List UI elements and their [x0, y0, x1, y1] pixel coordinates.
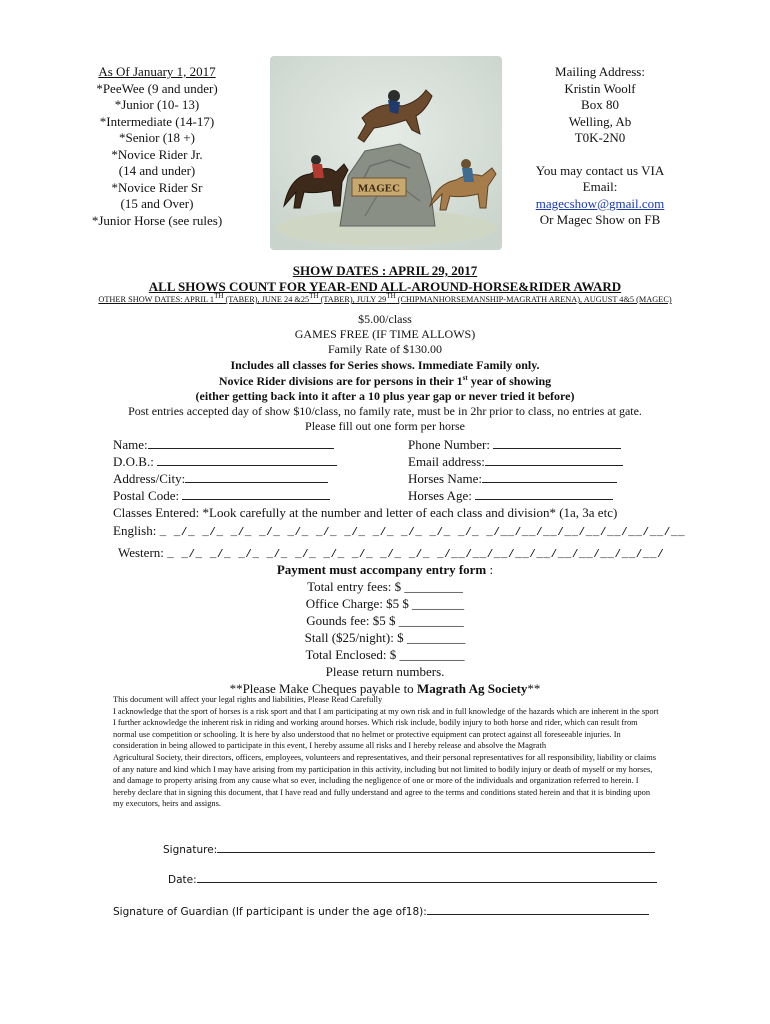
division-item: (15 and Over) [120, 196, 194, 211]
signature-line[interactable]: Signature: [163, 840, 655, 856]
classes-entered-label: Classes Entered: *Look carefully at the number and letter of each class and division* (1a, 3a etc) [113, 505, 618, 520]
po-box: Box 80 [581, 97, 619, 112]
contact-name: Kristin Woolf [564, 80, 636, 96]
magec-logo [270, 56, 502, 250]
contact-via: You may contact us VIA [535, 162, 665, 178]
logo-sign-text: MAGEC [357, 182, 401, 195]
email-link[interactable]: magecshow@gmail.com [535, 195, 665, 211]
return-numbers-note: Please return numbers. [325, 664, 445, 679]
postal-code-field[interactable]: Postal Code: [113, 487, 330, 504]
as-of-date: As Of January 1, 2017 [98, 64, 216, 79]
email-label: Email: [582, 179, 618, 194]
mailing-address-block [520, 64, 680, 229]
either-note: (either getting back into it after a 10 plus year gap or never tried it before) [195, 389, 575, 403]
address-field[interactable]: Address/City: [113, 470, 328, 487]
division-item: *Intermediate (14-17) [99, 113, 215, 129]
english-classes-field[interactable]: English: _ _/_ _/_ _/_ _/_ _/_ _/_ _/_ _/_ _/_ _/_ _/_ _/__/__/__/__/__/__/__/__/__ [113, 523, 686, 539]
other-show-dates: OTHER SHOW DATES: APRIL 1TH (TABER), JUNE 24 &25TH (TABER), JULY 29TH (CHIPMANHORSEMANSHIP-MAGRATH ARENA), AUGUST 4&5 (MAGEC) [98, 292, 672, 304]
divisions-list [72, 64, 242, 229]
western-classes-field[interactable]: Western: _ _/_ _/_ _/_ _/_ _/_ _/_ _/_ _/_ _/_ _/__/__/__/__/__/__/__/__/__/__/ [118, 545, 665, 561]
city: Welling, Ab [568, 113, 632, 129]
total-enclosed[interactable]: Total Enclosed: $ __________ [305, 647, 465, 662]
payment-heading: Payment must accompany entry form : [276, 562, 494, 577]
mailing-label: Mailing Address: [555, 64, 645, 79]
division-item: *Senior (18 +) [119, 130, 195, 145]
guardian-signature-line[interactable]: Signature of Guardian (If participant is under the age of18): [113, 902, 649, 918]
dob-field[interactable]: D.O.B.: [113, 453, 337, 470]
family-rate: Family Rate of $130.00 [328, 342, 442, 356]
horses-name-field[interactable]: Horses Name: [408, 470, 617, 487]
phone-field[interactable]: Phone Number: [408, 436, 621, 453]
division-item: *Junior (10- 13) [114, 97, 200, 112]
name-field[interactable]: Name: [113, 436, 334, 453]
stall-fee[interactable]: Stall ($25/night): $ _________ [304, 630, 466, 645]
waiver-paragraph: I acknowledge that the sport of horses is a risk sport and that I am participating at my own risk and in full knowledge of the hazards which are inherent in the sport I further acknowledge the inherent risk in riding and working around horses. Which risk include, bodily injury to both horse and rider, which can result from normal use competition or schooling. It is here by also understood that no helmet or protective equipment can protect against all foreseeable injuries. In consideration in being allowed to participate in this event, I hereby assume all risks and I hereby release and absolve the Magrath [113, 706, 659, 751]
includes-note: Includes all classes for Series shows. Immediate Family only. [230, 358, 540, 372]
liability-waiver [113, 694, 661, 810]
games-note: GAMES FREE (IF TIME ALLOWS) [294, 327, 476, 341]
division-item: *PeeWee (9 and under) [96, 80, 218, 96]
email-field[interactable]: Email address: [408, 453, 623, 470]
division-item: *Novice Rider Jr. [111, 146, 203, 162]
novice-note: Novice Rider divisions are for persons in their 1st year of showing [218, 374, 552, 388]
western-class-slots[interactable]: _ _/_ _/_ _/_ _/_ _/_ _/_ _/_ _/_ _/_ _/__/__/__/__/__/__/__/__/__/__/ [167, 549, 665, 561]
waiver-heading: This document will affect your legal rights and liabilities, Please Read Carefully [113, 695, 383, 704]
date-line[interactable]: Date: [168, 870, 657, 886]
per-class-fee: $5.00/class [358, 312, 412, 326]
show-dates-heading: SHOW DATES : APRIL 29, 2017 [292, 263, 478, 278]
english-class-slots[interactable]: _ _/_ _/_ _/_ _/_ _/_ _/_ _/_ _/_ _/_ _/_ _/_ _/__/__/__/__/__/__/__/__/__ [159, 527, 686, 539]
postal-code: T0K-2N0 [574, 130, 626, 145]
waiver-paragraph: Agricultural Society, their directors, officers, employees, volunteers and representatives, and their personal representatives for all responsibility, liability or claims of any nature and kind which I may have arising from my participation in this activity, including but not limited to bodily injury or death of myself or my horses, and damage to property arising from any cause what so ever, including the negligence of one or more of the individuals and organization referred to herein. I hereby declare that in signing this document, that I have read and fully understand and agree to the terms and conditions stated herein and that it is binding upon my executors, heirs and assigns. [113, 752, 656, 809]
grounds-fee[interactable]: Gounds fee: $5 $ __________ [306, 613, 464, 628]
cheques-note: **Please Make Cheques payable to Magrath Ag Society** [229, 681, 541, 696]
award-heading: ALL SHOWS COUNT FOR YEAR-END ALL-AROUND-HORSE&RIDER AWARD [148, 279, 622, 294]
office-charge[interactable]: Office Charge: $5 $ ________ [305, 596, 465, 611]
division-item: *Novice Rider Sr [111, 179, 203, 195]
one-form-note: Please fill out one form per horse [305, 419, 465, 433]
division-item: (14 and under) [118, 163, 196, 178]
horse-jump-illustration [270, 56, 502, 250]
total-entry-fees[interactable]: Total entry fees: $ _________ [307, 579, 463, 594]
division-item: *Junior Horse (see rules) [91, 212, 223, 228]
facebook-note: Or Magec Show on FB [539, 212, 661, 227]
post-entries-note: Post entries accepted day of show $10/class, no family rate, must be in 2hr prior to class, no entries at gate. [128, 404, 642, 418]
horses-age-field[interactable]: Horses Age: [408, 487, 613, 504]
